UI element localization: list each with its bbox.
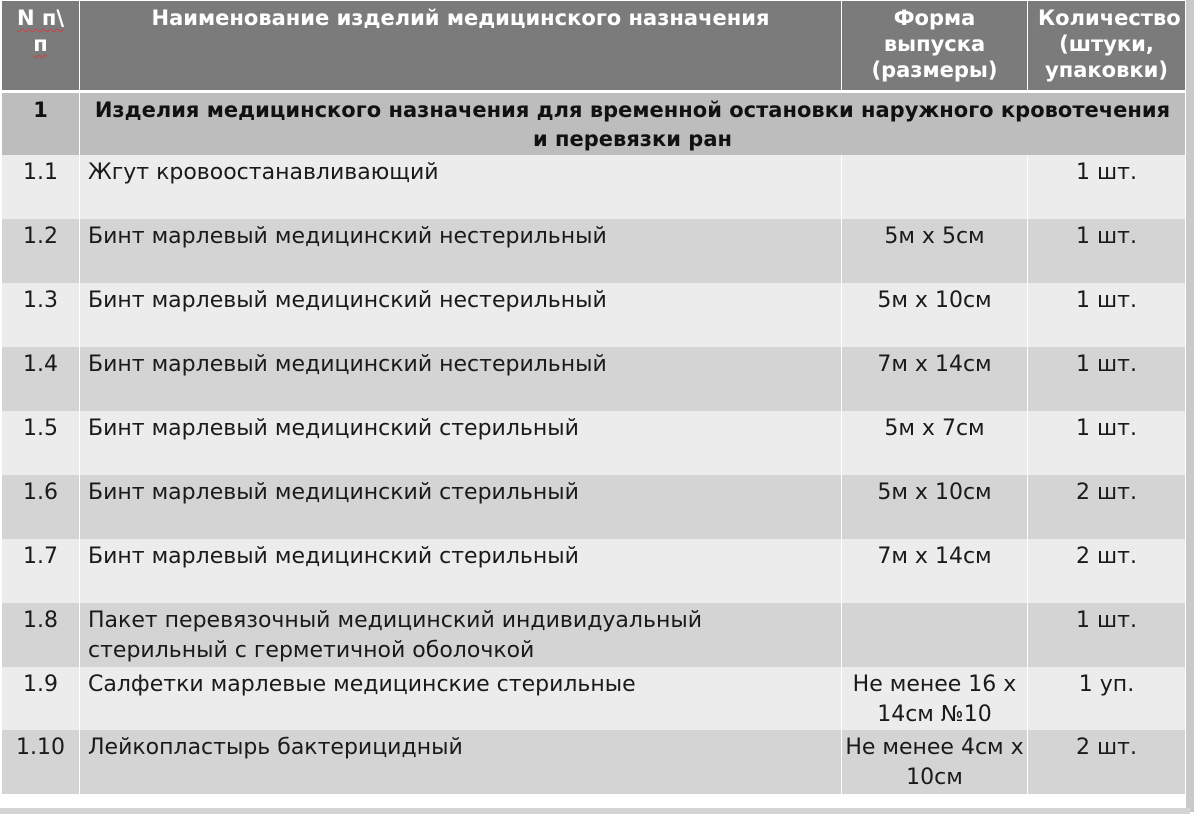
medical-supplies-table (1, 1, 1186, 794)
row-quantity: 1 шт. (1028, 155, 1186, 219)
row-form: Не менее 16 х 14см №10 (842, 667, 1028, 730)
header-name: Наименование изделий медицинского назначения (80, 1, 842, 91)
table-row (2, 347, 1186, 411)
row-form: 5м х 5см (842, 219, 1028, 283)
row-number: 1.3 (2, 283, 80, 347)
row-number: 1.7 (2, 539, 80, 603)
row-number: 1.2 (2, 219, 80, 283)
row-quantity: 1 шт. (1028, 411, 1186, 475)
row-form: 5м х 10см (842, 283, 1028, 347)
row-number: 1.8 (2, 603, 80, 667)
row-number: 1.4 (2, 347, 80, 411)
row-name: Бинт марлевый медицинский нестерильный (80, 219, 842, 283)
row-number: 1.9 (2, 667, 80, 730)
table-row (2, 283, 1186, 347)
table-header-row (2, 1, 1186, 91)
table-row (2, 667, 1186, 730)
table-row (2, 539, 1186, 603)
row-number: 1.5 (2, 411, 80, 475)
header-number-line1: N п\ (16, 6, 65, 30)
table-row (2, 411, 1186, 475)
table-row (2, 475, 1186, 539)
row-form (842, 155, 1028, 219)
row-number: 1.1 (2, 155, 80, 219)
row-quantity: 1 шт. (1028, 283, 1186, 347)
row-name: Бинт марлевый медицинский стерильный (80, 475, 842, 539)
section-number: 1 (2, 91, 80, 155)
table-row (2, 730, 1186, 794)
table-row (2, 603, 1186, 667)
row-name: Бинт марлевый медицинский стерильный (80, 539, 842, 603)
header-number-line2: п (33, 32, 48, 56)
row-quantity: 1 шт. (1028, 219, 1186, 283)
right-edge-divider (1186, 0, 1194, 812)
row-name: Бинт марлевый медицинский нестерильный (80, 283, 842, 347)
header-number (2, 1, 80, 91)
header-quantity: Количество (штуки, упаковки) (1028, 1, 1186, 91)
row-quantity: 2 шт. (1028, 475, 1186, 539)
table-row (2, 155, 1186, 219)
row-name: Салфетки марлевые медицинские стерильные (80, 667, 842, 730)
row-form (842, 603, 1028, 667)
row-quantity: 2 шт. (1028, 730, 1186, 794)
section-title: Изделия медицинского назначения для временной остановки наружного кровотечения и перевязки ран (80, 91, 1186, 155)
row-name: Лейкопластырь бактерицидный (80, 730, 842, 794)
row-form: Не менее 4см х 10см (842, 730, 1028, 794)
row-number: 1.6 (2, 475, 80, 539)
section-row (2, 91, 1186, 155)
row-name: Жгут кровоостанавливающий (80, 155, 842, 219)
row-form: 7м х 14см (842, 539, 1028, 603)
row-form: 5м х 7см (842, 411, 1028, 475)
header-form: Форма выпуска (размеры) (842, 1, 1028, 91)
row-form: 7м х 14см (842, 347, 1028, 411)
row-quantity: 1 шт. (1028, 347, 1186, 411)
bottom-edge-divider (0, 808, 1190, 814)
row-name: Пакет перевязочный медицинский индивидуальный стерильный с герметичной оболочкой (80, 603, 842, 667)
table-row (2, 219, 1186, 283)
row-number: 1.10 (2, 730, 80, 794)
row-name: Бинт марлевый медицинский стерильный (80, 411, 842, 475)
row-name: Бинт марлевый медицинский нестерильный (80, 347, 842, 411)
row-form: 5м х 10см (842, 475, 1028, 539)
row-quantity: 1 уп. (1028, 667, 1186, 730)
row-quantity: 2 шт. (1028, 539, 1186, 603)
row-quantity: 1 шт. (1028, 603, 1186, 667)
